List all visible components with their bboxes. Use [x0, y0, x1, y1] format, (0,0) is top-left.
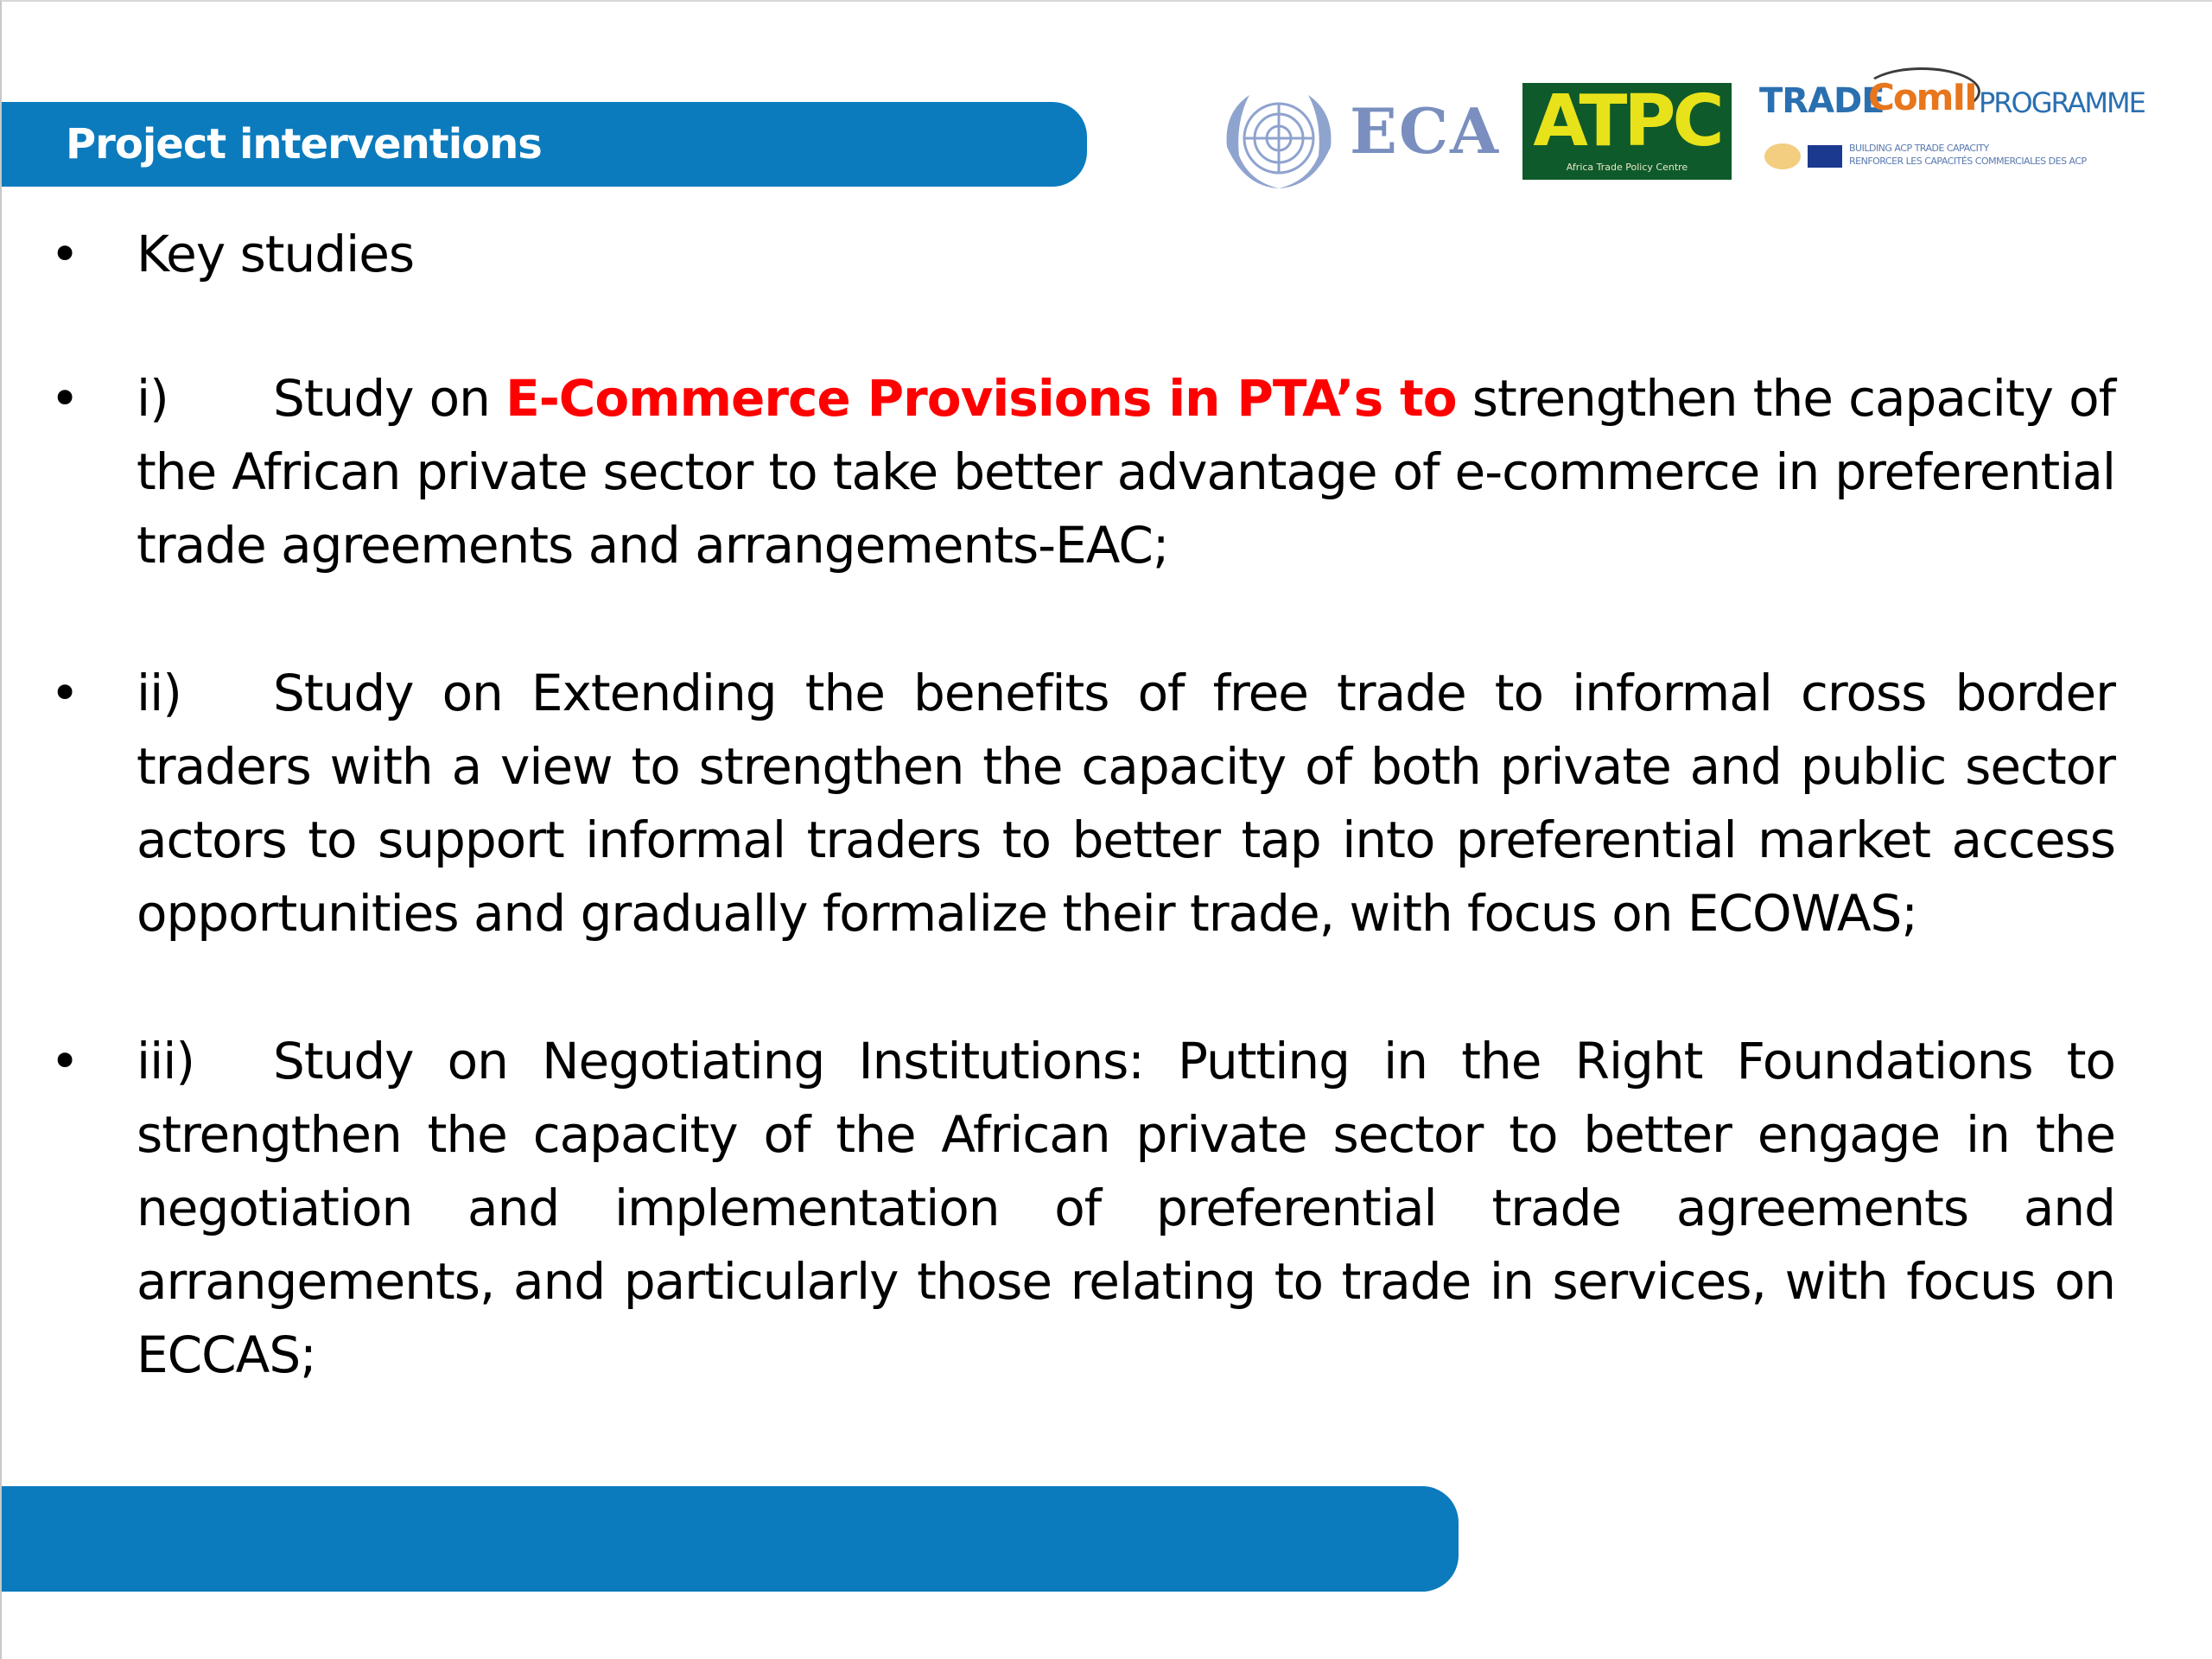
- key-studies-text: Key studies: [137, 225, 415, 283]
- un-emblem-icon: [1215, 86, 1343, 195]
- study-2-number: ii): [137, 664, 181, 722]
- bullet-list: [50, 218, 2124, 1392]
- list-item-study-3: [50, 1025, 2124, 1392]
- atpc-logo-text: ATPC: [1533, 80, 1721, 162]
- eu-flag-icon: [1808, 145, 1842, 168]
- title-bar: [2, 102, 1087, 187]
- tradecom-trade-text: TRADE: [1759, 81, 1885, 121]
- tradecom-logo: [1759, 76, 2157, 128]
- study-1-highlight: E-Commerce Provisions in PTA’s to: [505, 369, 1457, 428]
- bullet-marker: •: [50, 1032, 79, 1090]
- eca-logo-text: ECA: [1350, 94, 1501, 168]
- tradecom-com-word: Com: [1868, 76, 1953, 118]
- atpc-logo-subtitle: Africa Trade Policy Centre: [1566, 162, 1688, 173]
- page-title: Project interventions: [66, 120, 542, 168]
- atpc-logo: [1522, 80, 1732, 180]
- tradecom-subtitle: [1759, 138, 2174, 173]
- study-3-number: iii): [137, 1032, 194, 1090]
- tradecom-com-text: [1868, 76, 1976, 118]
- study-1-number: i): [137, 369, 168, 428]
- list-item-study-2: [50, 657, 2124, 950]
- tradecom-programme-text: PROGRAMME: [1979, 86, 2145, 119]
- study-1-rest: strengthen the capacity of the African private sector to take better advantage of e-commerce in preferential trade agreements and arrangements-EAC;: [137, 369, 2116, 575]
- footer-bar: [2, 1486, 1459, 1592]
- tradecom-subtitle-text: [1849, 142, 2087, 168]
- bullet-marker: •: [50, 664, 79, 722]
- acp-logo-icon: [1764, 143, 1801, 169]
- study-1-paragraph: [137, 362, 2115, 582]
- tradecom-subtitle-line-1: BUILDING ACP TRADE CAPACITY: [1849, 143, 1989, 154]
- study-3-paragraph: [137, 1025, 2115, 1392]
- tradecom-roman-numeral: II: [1952, 76, 1976, 118]
- study-2-paragraph: [137, 657, 2115, 950]
- bullet-marker: •: [50, 369, 79, 428]
- tradecom-subtitle-line-2: RENFORCER LES CAPACITÉS COMMERCIALES DES ACP: [1849, 156, 2087, 167]
- study-2-text: Study on Extending the benefits of free trade to informal cross border traders with a view to strengthen the capacity of both private and public sector actors to support informal traders to better tap into preferential market access opportunities and gradually formalize their trade, with focus on ECOWAS;: [137, 664, 2115, 943]
- list-item-study-1: [50, 362, 2124, 582]
- study-3-text: Study on Negotiating Institutions: Putting in the Right Foundations to strengthen the capacity of the African private sector to better engage in the negotiation and implementation of preferential trade agreements and arrangements, and particularly those relating to trade in services, with focus on ECCAS;: [137, 1032, 2115, 1384]
- study-1-lead: Study on: [273, 369, 506, 428]
- bullet-marker: •: [50, 225, 79, 283]
- partner-logos: [1211, 55, 2162, 194]
- list-item-key-studies: [50, 218, 2124, 291]
